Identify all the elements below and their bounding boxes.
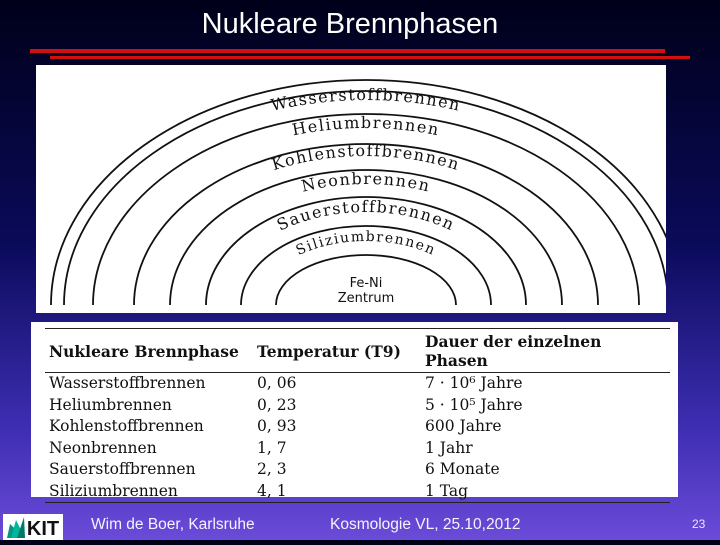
cell-duration: 6 Monate <box>425 460 500 478</box>
svg-text:KIT: KIT <box>26 518 60 540</box>
burning-phases-table-panel <box>31 322 678 500</box>
cell-phase: Sauerstoffbrennen <box>49 460 196 478</box>
title-divider <box>30 49 665 53</box>
cell-duration: 5 · 10⁵ Jahre <box>425 395 523 414</box>
table-row <box>45 395 670 417</box>
shells-svg <box>36 65 666 313</box>
title-divider-secondary <box>50 56 690 59</box>
header-duration: Dauer der einzelnen Phasen <box>421 329 670 373</box>
cell-temperature: 0, 06 <box>257 374 297 392</box>
shell-label-oxygen: Sauerstoffbrennen <box>273 196 459 235</box>
cell-temperature: 1, 7 <box>257 438 287 457</box>
burning-phases-table <box>45 328 670 503</box>
cell-phase: Kohlenstoffbrennen <box>49 417 204 435</box>
table-row <box>45 416 670 438</box>
slide-title: Nukleare Brennphasen <box>201 8 499 40</box>
header-phase: Nukleare Brennphase <box>45 329 253 373</box>
shell-label-helium: Heliumbrennen <box>290 112 442 140</box>
core-label-fe-ni: Fe-Ni <box>349 276 383 291</box>
footer-course: Kosmologie VL, 25.10,2012 <box>330 516 521 533</box>
cell-phase: Neonbrennen <box>49 438 157 457</box>
cell-temperature: 4, 1 <box>253 481 421 503</box>
cell-duration: 600 Jahre <box>425 417 502 435</box>
table-row <box>45 438 670 460</box>
footer-author: Wim de Boer, Karlsruhe <box>91 516 255 533</box>
table-row <box>45 373 670 395</box>
cell-temperature: 2, 3 <box>257 460 287 478</box>
shell-label-silicon: Siliziumbrennen <box>293 228 439 259</box>
header-temperature: Temperatur (T9) <box>253 329 421 373</box>
cell-duration: 7 · 10⁶ Jahre <box>425 374 523 392</box>
table-row <box>45 459 670 481</box>
cell-duration: 1 Jahr <box>425 438 473 457</box>
shell-label-hydrogen: Wasserstoffbrennen <box>269 84 463 115</box>
kit-logo <box>3 514 63 540</box>
cell-temperature: 0, 93 <box>257 417 297 435</box>
core-label-zentrum: Zentrum <box>337 291 395 306</box>
cell-phase: Heliumbrennen <box>49 395 172 414</box>
cell-duration: 1 Tag <box>421 481 670 503</box>
kit-logo-icon <box>3 514 63 540</box>
cell-temperature: 0, 23 <box>257 395 297 414</box>
shell-label-neon: Neonbrennen <box>299 168 433 196</box>
table-header-row <box>45 329 670 373</box>
cell-phase: Siliziumbrennen <box>45 481 253 503</box>
shell-label-carbon: Kohlenstoffbrennen <box>269 140 463 175</box>
burning-shells-diagram <box>36 65 666 313</box>
page-number: 23 <box>692 517 706 531</box>
cell-phase: Wasserstoffbrennen <box>49 374 206 392</box>
table-row <box>45 481 670 503</box>
